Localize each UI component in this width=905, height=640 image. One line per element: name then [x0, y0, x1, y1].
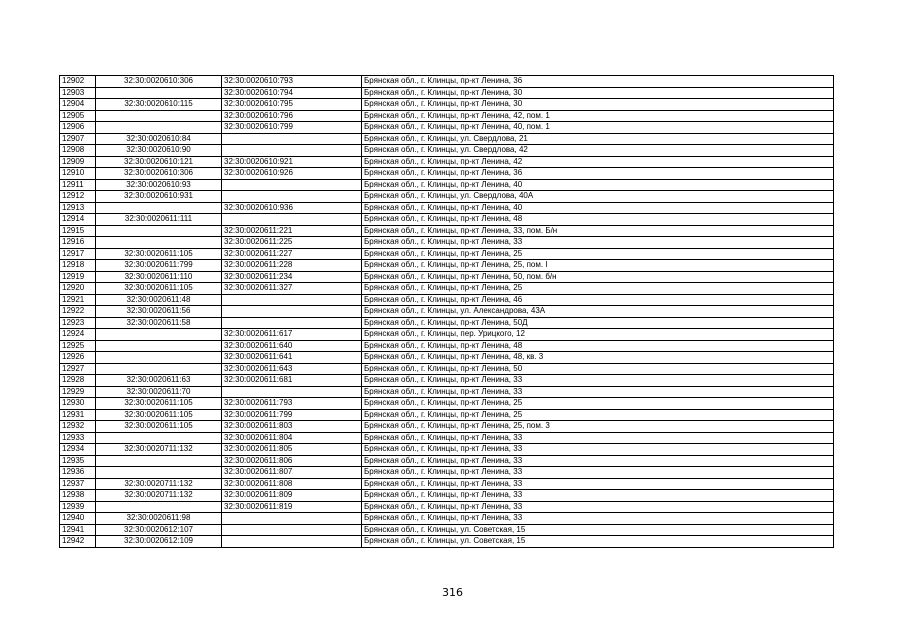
object-cadastral-number-cell: 32:30:0020610:796	[222, 110, 362, 122]
object-cadastral-number-cell: 32:30:0020611:327	[222, 283, 362, 295]
address-cell: Брянская обл., г. Клинцы, ул. Свердлова, 42	[362, 145, 834, 157]
parcel-cadastral-number-cell	[96, 329, 222, 341]
address-cell: Брянская обл., г. Клинцы, пр-кт Ленина, 25	[362, 398, 834, 410]
table-row	[60, 375, 834, 387]
object-cadastral-number-cell: 32:30:0020610:793	[222, 76, 362, 88]
table-row	[60, 110, 834, 122]
table-row	[60, 409, 834, 421]
object-cadastral-number-cell: 32:30:0020611:799	[222, 409, 362, 421]
object-cadastral-number-cell: 32:30:0020611:807	[222, 467, 362, 479]
object-cadastral-number-cell	[222, 214, 362, 226]
table-row	[60, 536, 834, 548]
address-cell: Брянская обл., г. Клинцы, ул. Советская, 15	[362, 536, 834, 548]
address-cell: Брянская обл., г. Клинцы, пр-кт Ленина, 25, пом. 3	[362, 421, 834, 433]
address-cell: Брянская обл., г. Клинцы, ул. Александрова, 43А	[362, 306, 834, 318]
parcel-cadastral-number-cell	[96, 501, 222, 513]
row-number-cell: 12911	[60, 179, 96, 191]
address-cell: Брянская обл., г. Клинцы, ул. Свердлова, 21	[362, 133, 834, 145]
object-cadastral-number-cell	[222, 133, 362, 145]
address-cell: Брянская обл., г. Клинцы, пр-кт Ленина, 33	[362, 375, 834, 387]
address-cell: Брянская обл., г. Клинцы, пр-кт Ленина, 33	[362, 490, 834, 502]
object-cadastral-number-cell: 32:30:0020611:643	[222, 363, 362, 375]
object-cadastral-number-cell	[222, 145, 362, 157]
row-number-cell: 12940	[60, 513, 96, 525]
table-row	[60, 294, 834, 306]
table-row	[60, 467, 834, 479]
address-cell: Брянская обл., г. Клинцы, пр-кт Ленина, 48	[362, 214, 834, 226]
table-row	[60, 421, 834, 433]
parcel-cadastral-number-cell	[96, 202, 222, 214]
row-number-cell: 12906	[60, 122, 96, 134]
object-cadastral-number-cell	[222, 536, 362, 548]
row-number-cell: 12934	[60, 444, 96, 456]
address-cell: Брянская обл., г. Клинцы, пр-кт Ленина, 33	[362, 237, 834, 249]
row-number-cell: 12910	[60, 168, 96, 180]
parcel-cadastral-number-cell: 32:30:0020612:109	[96, 536, 222, 548]
parcel-cadastral-number-cell: 32:30:0020610:306	[96, 76, 222, 88]
object-cadastral-number-cell: 32:30:0020611:225	[222, 237, 362, 249]
parcel-cadastral-number-cell: 32:30:0020611:799	[96, 260, 222, 272]
table-row	[60, 237, 834, 249]
object-cadastral-number-cell: 32:30:0020611:640	[222, 340, 362, 352]
address-cell: Брянская обл., г. Клинцы, пр-кт Ленина, 48, кв. 3	[362, 352, 834, 364]
parcel-cadastral-number-cell: 32:30:0020611:105	[96, 409, 222, 421]
row-number-cell: 12916	[60, 237, 96, 249]
parcel-cadastral-number-cell	[96, 340, 222, 352]
table-row	[60, 156, 834, 168]
table-row	[60, 133, 834, 145]
table-row	[60, 524, 834, 536]
table-row	[60, 248, 834, 260]
address-cell: Брянская обл., г. Клинцы, пр-кт Ленина, 40	[362, 202, 834, 214]
object-cadastral-number-cell: 32:30:0020610:794	[222, 87, 362, 99]
object-cadastral-number-cell	[222, 317, 362, 329]
parcel-cadastral-number-cell	[96, 352, 222, 364]
parcel-cadastral-number-cell: 32:30:0020611:105	[96, 421, 222, 433]
object-cadastral-number-cell	[222, 294, 362, 306]
parcel-cadastral-number-cell	[96, 467, 222, 479]
row-number-cell: 12942	[60, 536, 96, 548]
address-cell: Брянская обл., г. Клинцы, пр-кт Ленина, 46	[362, 294, 834, 306]
parcel-cadastral-number-cell: 32:30:0020610:931	[96, 191, 222, 203]
row-number-cell: 12932	[60, 421, 96, 433]
table-row	[60, 432, 834, 444]
address-cell: Брянская обл., г. Клинцы, пр-кт Ленина, 33	[362, 513, 834, 525]
address-cell: Брянская обл., г. Клинцы, пр-кт Ленина, 42, пом. 1	[362, 110, 834, 122]
object-cadastral-number-cell	[222, 306, 362, 318]
row-number-cell: 12927	[60, 363, 96, 375]
row-number-cell: 12928	[60, 375, 96, 387]
row-number-cell: 12929	[60, 386, 96, 398]
parcel-cadastral-number-cell: 32:30:0020611:58	[96, 317, 222, 329]
page-number: 316	[442, 586, 463, 599]
address-cell: Брянская обл., г. Клинцы, пр-кт Ленина, 33	[362, 444, 834, 456]
row-number-cell: 12907	[60, 133, 96, 145]
object-cadastral-number-cell: 32:30:0020611:806	[222, 455, 362, 467]
table-row	[60, 283, 834, 295]
address-cell: Брянская обл., г. Клинцы, пр-кт Ленина, 33	[362, 455, 834, 467]
parcel-cadastral-number-cell: 32:30:0020612:107	[96, 524, 222, 536]
address-cell: Брянская обл., г. Клинцы, пер. Урицкого, 12	[362, 329, 834, 341]
parcel-cadastral-number-cell: 32:30:0020611:98	[96, 513, 222, 525]
row-number-cell: 12909	[60, 156, 96, 168]
object-cadastral-number-cell: 32:30:0020611:793	[222, 398, 362, 410]
row-number-cell: 12935	[60, 455, 96, 467]
object-cadastral-number-cell: 32:30:0020610:921	[222, 156, 362, 168]
table-row	[60, 191, 834, 203]
table-row	[60, 329, 834, 341]
table-row	[60, 363, 834, 375]
row-number-cell: 12923	[60, 317, 96, 329]
address-cell: Брянская обл., г. Клинцы, пр-кт Ленина, 40	[362, 179, 834, 191]
address-cell: Брянская обл., г. Клинцы, пр-кт Ленина, 33	[362, 501, 834, 513]
row-number-cell: 12920	[60, 283, 96, 295]
table-row	[60, 271, 834, 283]
parcel-cadastral-number-cell: 32:30:0020611:56	[96, 306, 222, 318]
row-number-cell: 12918	[60, 260, 96, 272]
object-cadastral-number-cell: 32:30:0020611:617	[222, 329, 362, 341]
row-number-cell: 12905	[60, 110, 96, 122]
address-cell: Брянская обл., г. Клинцы, пр-кт Ленина, 33, пом. Б/н	[362, 225, 834, 237]
parcel-cadastral-number-cell	[96, 432, 222, 444]
row-number-cell: 12937	[60, 478, 96, 490]
row-number-cell: 12902	[60, 76, 96, 88]
row-number-cell: 12913	[60, 202, 96, 214]
address-cell: Брянская обл., г. Клинцы, ул. Свердлова, 40А	[362, 191, 834, 203]
parcel-cadastral-number-cell: 32:30:0020611:111	[96, 214, 222, 226]
row-number-cell: 12926	[60, 352, 96, 364]
row-number-cell: 12941	[60, 524, 96, 536]
object-cadastral-number-cell: 32:30:0020611:221	[222, 225, 362, 237]
address-cell: Брянская обл., г. Клинцы, пр-кт Ленина, 25	[362, 283, 834, 295]
parcel-cadastral-number-cell	[96, 455, 222, 467]
object-cadastral-number-cell: 32:30:0020611:681	[222, 375, 362, 387]
address-cell: Брянская обл., г. Клинцы, пр-кт Ленина, 33	[362, 467, 834, 479]
object-cadastral-number-cell	[222, 386, 362, 398]
object-cadastral-number-cell: 32:30:0020611:819	[222, 501, 362, 513]
parcel-cadastral-number-cell: 32:30:0020610:90	[96, 145, 222, 157]
table-row	[60, 76, 834, 88]
table-row	[60, 99, 834, 111]
parcel-cadastral-number-cell: 32:30:0020611:110	[96, 271, 222, 283]
table-row	[60, 340, 834, 352]
parcel-cadastral-number-cell	[96, 110, 222, 122]
address-cell: Брянская обл., г. Клинцы, пр-кт Ленина, 50, пом. б/н	[362, 271, 834, 283]
address-cell: Брянская обл., г. Клинцы, пр-кт Ленина, 36	[362, 76, 834, 88]
row-number-cell: 12924	[60, 329, 96, 341]
parcel-cadastral-number-cell	[96, 87, 222, 99]
address-cell: Брянская обл., г. Клинцы, пр-кт Ленина, 25, пом. I	[362, 260, 834, 272]
table-row	[60, 225, 834, 237]
object-cadastral-number-cell: 32:30:0020611:808	[222, 478, 362, 490]
address-cell: Брянская обл., г. Клинцы, пр-кт Ленина, 40, пом. 1	[362, 122, 834, 134]
table-row	[60, 398, 834, 410]
address-cell: Брянская обл., г. Клинцы, пр-кт Ленина, 33	[362, 478, 834, 490]
row-number-cell: 12912	[60, 191, 96, 203]
object-cadastral-number-cell: 32:30:0020611:227	[222, 248, 362, 260]
object-cadastral-number-cell: 32:30:0020611:809	[222, 490, 362, 502]
parcel-cadastral-number-cell	[96, 122, 222, 134]
parcel-cadastral-number-cell: 32:30:0020610:115	[96, 99, 222, 111]
row-number-cell: 12933	[60, 432, 96, 444]
table-row	[60, 168, 834, 180]
address-cell: Брянская обл., г. Клинцы, пр-кт Ленина, 36	[362, 168, 834, 180]
table-row	[60, 317, 834, 329]
row-number-cell: 12904	[60, 99, 96, 111]
table-row	[60, 306, 834, 318]
address-cell: Брянская обл., г. Клинцы, пр-кт Ленина, 50	[362, 363, 834, 375]
address-cell: Брянская обл., г. Клинцы, пр-кт Ленина, 30	[362, 87, 834, 99]
parcel-cadastral-number-cell: 32:30:0020611:105	[96, 398, 222, 410]
table-row	[60, 260, 834, 272]
parcel-cadastral-number-cell	[96, 363, 222, 375]
row-number-cell: 12939	[60, 501, 96, 513]
address-cell: Брянская обл., г. Клинцы, пр-кт Ленина, 33	[362, 386, 834, 398]
address-cell: Брянская обл., г. Клинцы, пр-кт Ленина, 33	[362, 432, 834, 444]
row-number-cell: 12921	[60, 294, 96, 306]
parcel-cadastral-number-cell: 32:30:0020611:105	[96, 283, 222, 295]
parcel-cadastral-number-cell: 32:30:0020611:70	[96, 386, 222, 398]
table-row	[60, 501, 834, 513]
row-number-cell: 12914	[60, 214, 96, 226]
object-cadastral-number-cell: 32:30:0020610:936	[222, 202, 362, 214]
address-cell: Брянская обл., г. Клинцы, пр-кт Ленина, 25	[362, 409, 834, 421]
table-row	[60, 122, 834, 134]
table-row	[60, 478, 834, 490]
table-row	[60, 513, 834, 525]
table-row	[60, 490, 834, 502]
object-cadastral-number-cell: 32:30:0020611:805	[222, 444, 362, 456]
row-number-cell: 12922	[60, 306, 96, 318]
row-number-cell: 12925	[60, 340, 96, 352]
table-row	[60, 87, 834, 99]
table-row	[60, 386, 834, 398]
parcel-cadastral-number-cell: 32:30:0020711:132	[96, 478, 222, 490]
row-number-cell: 12936	[60, 467, 96, 479]
parcel-cadastral-number-cell: 32:30:0020611:63	[96, 375, 222, 387]
row-number-cell: 12919	[60, 271, 96, 283]
object-cadastral-number-cell	[222, 524, 362, 536]
parcel-cadastral-number-cell: 32:30:0020711:132	[96, 444, 222, 456]
table-row	[60, 202, 834, 214]
parcel-cadastral-number-cell	[96, 225, 222, 237]
object-cadastral-number-cell: 32:30:0020611:228	[222, 260, 362, 272]
table-row	[60, 179, 834, 191]
object-cadastral-number-cell: 32:30:0020611:803	[222, 421, 362, 433]
row-number-cell: 12930	[60, 398, 96, 410]
table-body	[60, 76, 834, 548]
object-cadastral-number-cell: 32:30:0020611:234	[222, 271, 362, 283]
object-cadastral-number-cell: 32:30:0020611:641	[222, 352, 362, 364]
object-cadastral-number-cell: 32:30:0020610:795	[222, 99, 362, 111]
address-cell: Брянская обл., г. Клинцы, ул. Советская, 15	[362, 524, 834, 536]
table-row	[60, 444, 834, 456]
parcel-cadastral-number-cell: 32:30:0020610:93	[96, 179, 222, 191]
address-cell: Брянская обл., г. Клинцы, пр-кт Ленина, 50Д	[362, 317, 834, 329]
object-cadastral-number-cell	[222, 513, 362, 525]
table-row	[60, 455, 834, 467]
row-number-cell: 12915	[60, 225, 96, 237]
table-row	[60, 145, 834, 157]
parcel-cadastral-number-cell: 32:30:0020610:306	[96, 168, 222, 180]
parcel-cadastral-number-cell: 32:30:0020611:48	[96, 294, 222, 306]
table-row	[60, 214, 834, 226]
row-number-cell: 12938	[60, 490, 96, 502]
parcel-cadastral-number-cell: 32:30:0020610:84	[96, 133, 222, 145]
table-row	[60, 352, 834, 364]
parcel-cadastral-number-cell: 32:30:0020611:105	[96, 248, 222, 260]
object-cadastral-number-cell: 32:30:0020610:926	[222, 168, 362, 180]
cadastral-table	[59, 75, 834, 548]
object-cadastral-number-cell	[222, 191, 362, 203]
row-number-cell: 12931	[60, 409, 96, 421]
row-number-cell: 12908	[60, 145, 96, 157]
address-cell: Брянская обл., г. Клинцы, пр-кт Ленина, 42	[362, 156, 834, 168]
parcel-cadastral-number-cell: 32:30:0020711:132	[96, 490, 222, 502]
address-cell: Брянская обл., г. Клинцы, пр-кт Ленина, 30	[362, 99, 834, 111]
parcel-cadastral-number-cell: 32:30:0020610:121	[96, 156, 222, 168]
object-cadastral-number-cell: 32:30:0020611:804	[222, 432, 362, 444]
address-cell: Брянская обл., г. Клинцы, пр-кт Ленина, 48	[362, 340, 834, 352]
row-number-cell: 12903	[60, 87, 96, 99]
row-number-cell: 12917	[60, 248, 96, 260]
address-cell: Брянская обл., г. Клинцы, пр-кт Ленина, 25	[362, 248, 834, 260]
parcel-cadastral-number-cell	[96, 237, 222, 249]
object-cadastral-number-cell: 32:30:0020610:799	[222, 122, 362, 134]
object-cadastral-number-cell	[222, 179, 362, 191]
